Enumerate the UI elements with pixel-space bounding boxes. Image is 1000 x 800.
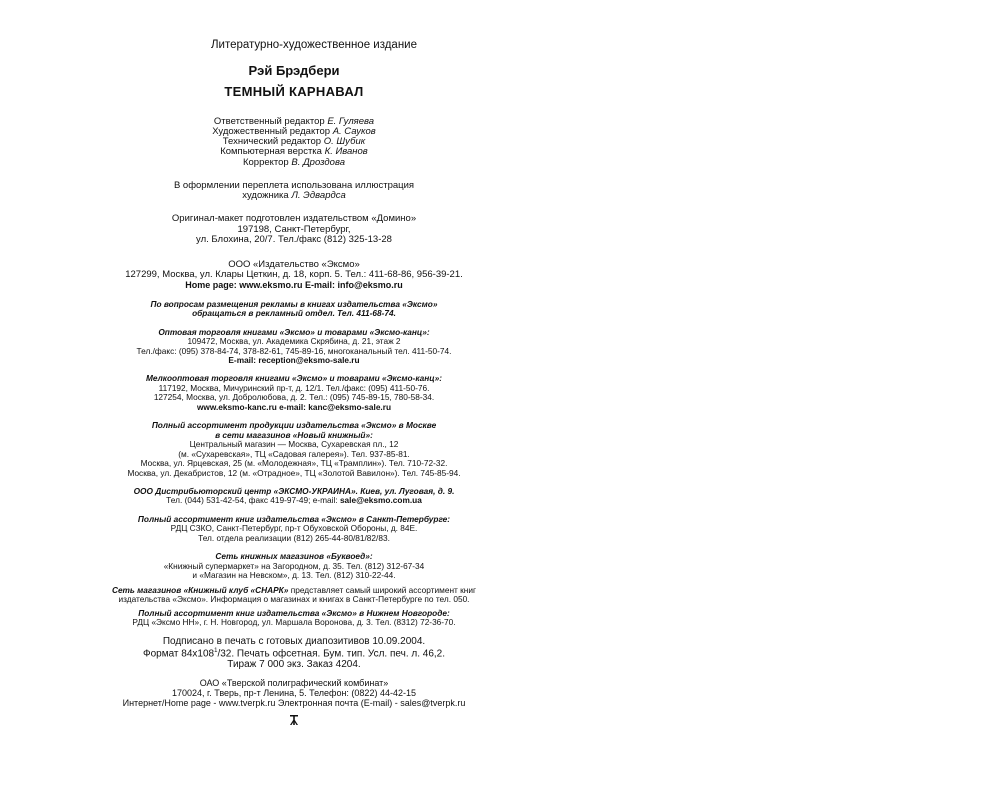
moscow-line: Центральный магазин — Москва, Сухаревская пл., 12 [189, 439, 399, 450]
print-run: Тираж 7 000 экз. Заказ 4204. [227, 659, 361, 671]
small-wholesale-block [60, 374, 528, 412]
spb-heading: Полный ассортимент книг издательства «Эксмо» в Санкт-Петербурге: [137, 513, 451, 524]
publisher-name: ООО «Издательство «Эксмо» [228, 259, 360, 270]
spb-line: Тел. отдела реализации (812) 265-44-80/81/82/83. [198, 532, 390, 543]
small-wholesale-heading: Мелкооптовая торговля книгами «Эксмо» и товарами «Эксмо-канц»: [145, 373, 442, 384]
staff-line: Компьютерная верстка К. Иванов [220, 146, 368, 158]
ukraine-line: Тел. (044) 531-42-54, факс 419-97-49; e-mail: sale@eksmo.com.ua [166, 495, 422, 506]
printer-web: Интернет/Home page - www.tverpk.ru Электронная почта (E-mail) - sales@tverpk.ru [122, 697, 466, 708]
ukraine-heading: ООО Дистрибьюторский центр «ЭКСМО-УКРАИНА». Киев, ул. Луговая, д. 9. [133, 486, 455, 497]
print-signed: Подписано в печать с готовых диапозитивов 10.09.2004. [162, 636, 426, 648]
publisher-block [60, 260, 528, 291]
wholesale-email: E-mail: reception@eksmo-sale.ru [228, 355, 360, 366]
staff-line: Ответственный редактор Е. Гуляева [213, 115, 375, 127]
bukvoed-line: «Книжный супермаркет» на Загородном, д. 35. Тел. (812) 312-67-34 [163, 560, 425, 571]
staff-line: Технический редактор О. Шубик [222, 136, 366, 147]
snark-line: Сеть магазинов «Книжный клуб «СНАРК» представляет самый широкий ассортимент книг [111, 584, 477, 595]
spb-block [60, 515, 528, 543]
ads-line: По вопросам размещения рекламы в книгах издательства «Эксмо» [150, 298, 438, 309]
bukvoed-line: и «Магазин на Невском», д. 13. Тел. (812) 310-22-44. [192, 570, 396, 581]
layout-line: ул. Блохина, 20/7. Тел./факс (812) 325-13-28 [196, 233, 392, 245]
layout-line: Оригинал-макет подготовлен издательством «Домино» [171, 213, 417, 225]
colophon-column [60, 40, 528, 726]
wholesale-line: Тел./факс: (095) 378-84-74, 378-82-61, 745-89-16, многоканальный тел. 411-50-74. [136, 345, 452, 356]
printer-address: 170024, г. Тверь, пр-т Ленина, 5. Телефон: (0822) 44-42-15 [172, 688, 416, 699]
nn-block [60, 609, 528, 628]
ads-line: обращаться в рекламный отдел. Тел. 411-68-74. [192, 308, 396, 319]
wholesale-line: 109472, Москва, ул. Академика Скрябина, д. 21, этаж 2 [187, 336, 401, 347]
moscow-line: Москва, ул. Декабристов, 12 (м. «Отрадное», ТЦ «Золотой Вавилон»). Тел. 745-85-94. [127, 467, 461, 478]
publisher-web: Home page: www.eksmo.ru E-mail: info@eksmo.ru [185, 279, 403, 290]
publisher-address: 127299, Москва, ул. Клары Цеткин, д. 18, корп. 5. Тел.: 411-68-86, 956-39-21. [125, 269, 463, 281]
small-wholesale-line: 117192, Москва, Мичуринский пр-т, д. 12/1. Тел./факс: (095) 411-50-76. [158, 382, 430, 393]
book-title: ТЕМНЫЙ КАРНАВАЛ [224, 83, 364, 99]
printer-block [60, 679, 528, 709]
layout-credit [60, 214, 528, 245]
small-wholesale-line: 127254, Москва, ул. Добролюбова, д. 2. Тел.: (095) 745-89-15, 780-58-34. [153, 392, 435, 403]
snark-line: издательства «Эксмо». Информация о магазинах и книгах в Санкт-Петербурге по тел. 050. [118, 594, 470, 605]
layout-line: 197198, Санкт-Петербург, [237, 223, 351, 235]
ukraine-block [60, 487, 528, 506]
ads-block [60, 300, 528, 319]
bukvoed-block [60, 552, 528, 580]
wholesale-heading: Оптовая торговля книгами «Эксмо» и товарами «Эксмо-канц»: [158, 326, 430, 337]
moscow-line: Москва, ул. Ярцевская, 25 (м. «Молодежная», ТЦ «Трамплин»). Тел. 710-72-32. [140, 458, 448, 469]
wholesale-block [60, 328, 528, 366]
snark-block [60, 586, 528, 605]
small-wholesale-web: www.eksmo-kanc.ru e-mail: kanc@eksmo-sale.ru [196, 401, 392, 412]
staff-line: Художественный редактор А. Сауков [212, 125, 376, 137]
nn-heading: Полный ассортимент книг издательства «Эксмо» в Нижнем Новгороде: [138, 607, 450, 618]
printer-logo-icon [289, 714, 299, 726]
cover-credit-line: художника Л. Эдвардса [242, 190, 346, 201]
moscow-heading: в сети магазинов «Новый книжный»: [215, 429, 373, 440]
print-details [60, 637, 528, 671]
staff-line: Корректор В. Дроздова [242, 156, 346, 168]
print-format: Формат $84x108^1/32$. Печать офсетная. Бум. тип. Усл. печ. л. 46,2. [142, 648, 446, 660]
cover-credit-line: В оформлении переплета использована иллюстрация [173, 179, 415, 191]
nn-line: РДЦ «Эксмо НН», г. Н. Новгород, ул. Маршала Воронова, д. 3. Тел. (8312) 72-36-70. [132, 617, 456, 627]
printer-name: ОАО «Тверской полиграфический комбинат» [199, 678, 389, 689]
moscow-line: (м. «Сухаревская», ТЦ «Садовая галерея»). Тел. 937-85-81. [178, 448, 410, 459]
publication-type: Литературно-художественное издание [210, 39, 418, 51]
book-author: Рэй Брэдбери [248, 62, 340, 78]
moscow-heading: Полный ассортимент продукции издательства «Эксмо» в Москве [151, 420, 437, 431]
cover-credit [60, 181, 528, 202]
bukvoed-heading: Сеть книжных магазинов «Буквоед»: [215, 551, 373, 562]
editorial-staff [60, 117, 528, 168]
spb-line: РДЦ СЗКО, Санкт-Петербург, пр-т Обуховской Обороны, д. 84Е. [170, 523, 418, 534]
moscow-block [60, 421, 528, 478]
